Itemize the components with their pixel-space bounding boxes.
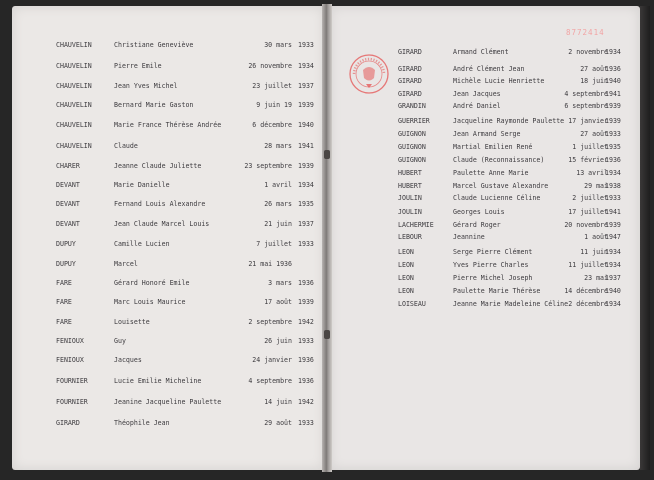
entry-birth-date: 13 avril: [576, 169, 608, 177]
entry-birth-date: 6 décembre: [252, 121, 292, 129]
entry-birth-year: 1934: [605, 169, 621, 177]
entry-birth-year: 1933: [298, 41, 314, 49]
entry-birth-year: 1936: [605, 156, 621, 164]
entry-surname: DEVANT: [56, 220, 80, 228]
entry-surname: FARE: [56, 279, 72, 287]
entry-given-names: Camille Lucien: [114, 240, 170, 248]
entry-birth-year: 1934: [605, 261, 621, 269]
entry-given-names: Fernand Louis Alexandre: [114, 200, 206, 208]
binding-hole: [324, 330, 330, 339]
entry-birth-year: 1938: [605, 182, 621, 190]
entry-birth-date: 29 mai: [584, 182, 608, 190]
entry-given-names: Gérard Roger: [453, 221, 501, 229]
entry-surname: GRANDIN: [398, 102, 426, 110]
entry-surname: CHARER: [56, 162, 80, 170]
entry-birth-date: 17 janvier: [568, 117, 608, 125]
book-spine: [322, 4, 332, 472]
entry-birth-year: 1941: [605, 90, 621, 98]
entry-birth-year: 1942: [298, 318, 314, 326]
entry-birth-date: 2 juillet: [572, 194, 608, 202]
entry-birth-year: 1939: [605, 221, 621, 229]
entry-birth-date: 17 août: [264, 298, 292, 306]
entry-surname: JOULIN: [398, 194, 422, 202]
entry-surname: CHAUVELIN: [56, 142, 92, 150]
entry-surname: LEON: [398, 287, 414, 295]
entry-birth-date: 4 septembre: [248, 377, 292, 385]
entry-birth-date: 1 avril: [264, 181, 292, 189]
entry-surname: CHAUVELIN: [56, 121, 92, 129]
entry-birth-year: 1939: [298, 101, 314, 109]
entry-birth-date: 11 juillet: [568, 261, 608, 269]
entry-birth-year: 1936: [605, 65, 621, 73]
entry-birth-year: 1933: [605, 194, 621, 202]
entry-birth-date: 27 août: [580, 130, 608, 138]
entry-given-names: Pierre Emile: [114, 62, 162, 70]
entry-surname: HUBERT: [398, 169, 422, 177]
entry-given-names: Marcel: [114, 260, 138, 268]
entry-surname: FOURNIER: [56, 377, 88, 385]
entry-birth-year: 1939: [298, 298, 314, 306]
entry-birth-year: 1933: [298, 419, 314, 427]
entry-birth-year: 1941: [605, 208, 621, 216]
entry-given-names: Théophile Jean: [114, 419, 170, 427]
entry-birth-year: 1940: [298, 121, 314, 129]
entry-birth-year: 1935: [605, 143, 621, 151]
entry-birth-date: 15 février: [568, 156, 608, 164]
entry-surname: GUIGNON: [398, 143, 426, 151]
entry-birth-date: 30 mars: [264, 41, 292, 49]
entry-given-names: Marie France Thérèse Andrée: [114, 121, 222, 129]
entry-surname: GUIGNON: [398, 156, 426, 164]
entry-given-names: Marie Danielle: [114, 181, 170, 189]
entry-given-names: Michèle Lucie Henriette: [453, 77, 545, 85]
entry-given-names: Guy: [114, 337, 126, 345]
entry-surname: CHAUVELIN: [56, 101, 92, 109]
entry-birth-year: 1937: [298, 220, 314, 228]
entry-given-names: Jean Armand Serge: [453, 130, 521, 138]
entry-birth-date: 18 juin: [580, 77, 608, 85]
entry-surname: DUPUY: [56, 260, 76, 268]
entry-surname: DUPUY: [56, 240, 76, 248]
entry-surname: LEBOUR: [398, 233, 422, 241]
entry-birth-date: 14 juin: [264, 398, 292, 406]
entry-given-names: Claude: [114, 142, 138, 150]
entry-given-names: Lucie Emilie Micheline: [114, 377, 202, 385]
reference-number: 8772414: [566, 28, 605, 37]
entry-surname: GIRARD: [56, 419, 80, 427]
entry-birth-year: 1935: [298, 200, 314, 208]
entry-surname: CHAUVELIN: [56, 82, 92, 90]
entry-surname: FARE: [56, 298, 72, 306]
entry-birth-date: 11 juin: [580, 248, 608, 256]
entry-surname: GIRARD: [398, 65, 422, 73]
entry-given-names: Jean Jacques: [453, 90, 501, 98]
entry-given-names: Jacques: [114, 356, 142, 364]
binding-hole: [324, 150, 330, 159]
entry-surname: LACHERMIE: [398, 221, 434, 229]
entry-birth-date: 14 décembre: [564, 287, 608, 295]
entry-birth-year: 1939: [298, 162, 314, 170]
entry-given-names: Marcel Gustave Alexandre: [453, 182, 549, 190]
entry-birth-date: 21 juin: [264, 220, 292, 228]
entry-surname: FENIOUX: [56, 356, 84, 364]
entry-birth-date: 7 juillet: [256, 240, 292, 248]
entry-given-names: Jeanne Marie Madeleine Céline: [453, 300, 569, 308]
entry-birth-date: 26 mars: [264, 200, 292, 208]
entry-birth-year: 1942: [298, 398, 314, 406]
entry-given-names: Jeanne Claude Juliette: [114, 162, 202, 170]
entry-birth-year: 1941: [298, 142, 314, 150]
entry-given-names: Claude (Reconnaissance): [453, 156, 545, 164]
entry-surname: FARE: [56, 318, 72, 326]
entry-surname: LEON: [398, 274, 414, 282]
entry-surname: CHAUVELIN: [56, 62, 92, 70]
entry-birth-date: 2 septembre: [248, 318, 292, 326]
entry-surname: DEVANT: [56, 200, 80, 208]
entry-birth-date: 28 mars: [264, 142, 292, 150]
entry-birth-year: 1947: [605, 233, 621, 241]
entry-surname: GUIGNON: [398, 130, 426, 138]
entry-given-names: Georges Louis: [453, 208, 505, 216]
entry-surname: HUBERT: [398, 182, 422, 190]
entry-birth-year: 1936: [298, 356, 314, 364]
entry-birth-year: 1934: [605, 300, 621, 308]
entry-birth-year: 1934: [298, 62, 314, 70]
entry-birth-year: 1937: [298, 82, 314, 90]
entry-surname: GUERRIER: [398, 117, 430, 125]
entry-given-names: Jeannine: [453, 233, 485, 241]
entry-given-names: Jacqueline Raymonde Paulette: [453, 117, 565, 125]
entry-surname: GIRARD: [398, 77, 422, 85]
entry-birth-date: 23 juillet: [252, 82, 292, 90]
entry-birth-date: 9 juin 19: [256, 101, 292, 109]
entry-given-names: Louisette: [114, 318, 150, 326]
entry-given-names: Christiane Geneviève: [114, 41, 194, 49]
entry-birth-year: 1937: [605, 274, 621, 282]
entry-given-names: Bernard Marie Gaston: [114, 101, 194, 109]
entry-surname: FOURNIER: [56, 398, 88, 406]
entry-birth-year: 1933: [298, 337, 314, 345]
entry-given-names: Serge Pierre Clément: [453, 248, 533, 256]
entry-birth-date: 26 juin: [264, 337, 292, 345]
entry-birth-year: 1934: [298, 181, 314, 189]
entry-given-names: Armand Clément: [453, 48, 509, 56]
entry-birth-date: 21 mai 1936: [248, 260, 292, 268]
entry-given-names: Yves Pierre Charles: [453, 261, 529, 269]
entry-birth-date: 2 novembre: [568, 48, 608, 56]
entry-birth-date: 17 juillet: [568, 208, 608, 216]
entry-surname: LEON: [398, 248, 414, 256]
entry-surname: LOISEAU: [398, 300, 426, 308]
entry-birth-year: 1939: [605, 102, 621, 110]
entry-birth-year: 1936: [298, 279, 314, 287]
entry-surname: LEON: [398, 261, 414, 269]
entry-birth-date: 27 août: [580, 65, 608, 73]
entry-birth-year: 1933: [298, 240, 314, 248]
entry-given-names: Gérard Honoré Emile: [114, 279, 190, 287]
entry-birth-year: 1936: [298, 377, 314, 385]
entry-given-names: Jean Yves Michel: [114, 82, 178, 90]
entry-given-names: Paulette Marie Thérèse: [453, 287, 541, 295]
entry-birth-date: 1 juillet: [572, 143, 608, 151]
entry-birth-year: 1934: [605, 48, 621, 56]
entry-given-names: André Clément Jean: [453, 65, 525, 73]
entry-surname: CHAUVELIN: [56, 41, 92, 49]
entry-given-names: Jeanine Jacqueline Paulette: [114, 398, 222, 406]
entry-surname: DEVANT: [56, 181, 80, 189]
entry-given-names: André Daniel: [453, 102, 501, 110]
entry-given-names: Marc Louis Maurice: [114, 298, 186, 306]
entry-birth-year: 1934: [605, 248, 621, 256]
page-edge: [640, 6, 650, 470]
entry-birth-date: 24 janvier: [252, 356, 292, 364]
entry-surname: GIRARD: [398, 48, 422, 56]
entry-birth-date: 1 août: [584, 233, 608, 241]
entry-birth-date: 2 décembre: [568, 300, 608, 308]
entry-given-names: Jean Claude Marcel Louis: [114, 220, 210, 228]
entry-birth-year: 1939: [605, 117, 621, 125]
entry-birth-date: 3 mars: [268, 279, 292, 287]
entry-given-names: Paulette Anne Marie: [453, 169, 529, 177]
entry-surname: GIRARD: [398, 90, 422, 98]
entry-birth-date: 29 août: [264, 419, 292, 427]
entry-birth-date: 23 mai: [584, 274, 608, 282]
entry-given-names: Pierre Michel Joseph: [453, 274, 533, 282]
entry-surname: JOULIN: [398, 208, 422, 216]
entry-birth-date: 23 septembre: [244, 162, 292, 170]
entry-birth-date: 6 septembre: [564, 102, 608, 110]
archive-stamp-icon: [348, 53, 390, 95]
entry-birth-date: 26 novembre: [248, 62, 292, 70]
entry-birth-year: 1933: [605, 130, 621, 138]
entry-given-names: Martial Emilien René: [453, 143, 533, 151]
entry-birth-date: 4 septembre: [564, 90, 608, 98]
entry-birth-year: 1940: [605, 287, 621, 295]
entry-given-names: Claude Lucienne Céline: [453, 194, 541, 202]
entry-surname: FENIOUX: [56, 337, 84, 345]
entry-birth-year: 1940: [605, 77, 621, 85]
entry-birth-date: 20 novembre: [564, 221, 608, 229]
